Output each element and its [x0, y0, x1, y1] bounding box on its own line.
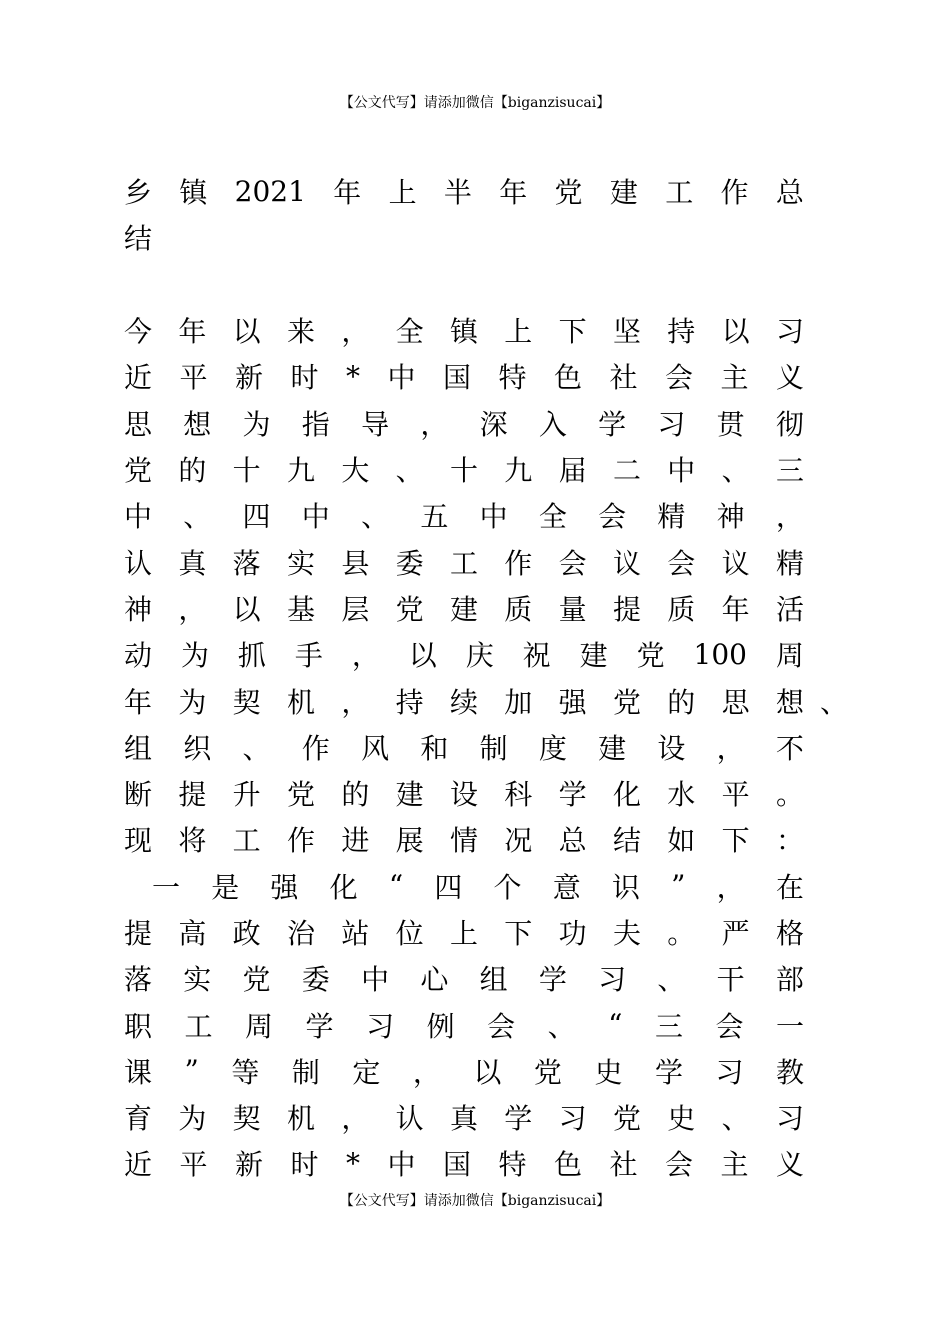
text-char: 党: [533, 1055, 562, 1089]
text-char: 不: [775, 731, 804, 765]
text-char: 会: [598, 500, 627, 534]
text-char: 强: [270, 870, 299, 904]
text-char: 精: [775, 546, 804, 580]
text-char: 水: [667, 778, 696, 812]
text-char: 契: [232, 1102, 261, 1136]
text-char: 会: [487, 1009, 516, 1043]
text-char: 党: [612, 685, 641, 719]
text-char: 中: [361, 963, 390, 997]
text-char: 以: [232, 592, 261, 626]
text-char: 制: [291, 1055, 320, 1089]
text-char: 、: [547, 1009, 576, 1043]
text-char: 平: [179, 361, 208, 395]
text-char: 为: [178, 685, 207, 719]
text-char: 进: [341, 824, 370, 858]
text-char: 、: [721, 1102, 750, 1136]
text-char: 十: [449, 454, 478, 488]
text-char: 来: [286, 315, 315, 349]
text-char: 风: [361, 731, 390, 765]
text-char: *: [346, 359, 360, 393]
text-char: 。: [667, 917, 696, 950]
text-char: 定: [352, 1055, 381, 1089]
text-char: 强: [558, 685, 587, 719]
text-char: 下: [504, 917, 533, 950]
text-char: 国: [442, 1148, 471, 1182]
text-char: 时: [290, 361, 319, 395]
text-char: 动: [124, 639, 153, 673]
body-line: [124, 631, 804, 677]
document-title: [124, 168, 804, 261]
text-char: 指: [301, 407, 330, 441]
text-char: 作: [720, 176, 749, 210]
text-char: 课: [124, 1055, 153, 1089]
text-char: 总: [775, 176, 804, 210]
text-char: 周: [245, 1009, 274, 1043]
text-char: 党: [612, 1102, 641, 1136]
text-char: 提: [612, 592, 641, 626]
text-char: 。: [775, 778, 804, 812]
text-char: 会: [664, 361, 693, 395]
text-char: 工: [449, 546, 478, 580]
text-char: ”: [671, 869, 686, 903]
text-char: 设: [449, 778, 478, 812]
text-char: 平: [721, 778, 750, 812]
text-char: 近: [124, 361, 153, 395]
body-line: [124, 724, 804, 770]
text-char: 设: [657, 731, 686, 765]
text-char: 如: [667, 824, 696, 858]
text-char: 认: [395, 1102, 424, 1136]
text-char: 手: [294, 639, 323, 673]
text-char: 政: [232, 917, 261, 950]
text-char: 学: [598, 407, 627, 441]
text-char: 为: [242, 407, 271, 441]
text-char: 的: [667, 685, 696, 719]
text-char: 工: [184, 1009, 213, 1043]
text-char: 夫: [612, 917, 641, 950]
text-char: 、: [721, 454, 750, 488]
text-char: 化: [329, 870, 358, 904]
text-char: 量: [558, 592, 587, 626]
text-char: 建: [609, 176, 638, 210]
text-char: 深: [479, 407, 508, 441]
text-char: 习: [775, 315, 804, 349]
body-line: [124, 538, 804, 584]
body-line: [124, 353, 804, 399]
text-char: 史: [667, 1102, 696, 1136]
text-char: 义: [775, 1148, 804, 1182]
text-char: ，: [341, 315, 370, 349]
text-char: 国: [442, 361, 471, 395]
text-char: 届: [558, 454, 587, 488]
body-line: [124, 400, 804, 446]
text-char: ，: [341, 685, 370, 719]
text-char: 想: [775, 685, 804, 719]
text-char: 习: [366, 1009, 395, 1043]
text-char: 的: [341, 778, 370, 812]
text-char: 精: [657, 500, 686, 534]
text-char: 结: [124, 222, 153, 256]
body-line: [124, 1094, 804, 1140]
title-line: [124, 214, 804, 260]
text-char: 学: [558, 778, 587, 812]
text-char: 近: [124, 1148, 153, 1182]
text-char: 周: [775, 639, 804, 673]
text-char: 特: [498, 1148, 527, 1182]
text-char: 全: [538, 500, 567, 534]
text-char: 学: [654, 1055, 683, 1089]
text-char: 九: [504, 454, 533, 488]
body-line: [124, 585, 804, 631]
text-char: 质: [504, 592, 533, 626]
text-char: 个: [493, 870, 522, 904]
text-char: 神: [124, 592, 153, 626]
text-char: 作: [301, 731, 330, 765]
text-char: 党: [554, 176, 583, 210]
text-char: 等: [231, 1055, 260, 1089]
text-char: 工: [665, 176, 694, 210]
text-char: 祝: [522, 639, 551, 673]
text-char: 作: [286, 824, 315, 858]
text-char: 委: [301, 963, 330, 997]
text-char: 实: [286, 546, 315, 580]
document-body: [124, 307, 848, 1187]
text-char: 职: [124, 1009, 153, 1043]
text-char: ，: [775, 500, 804, 534]
text-char: 格: [775, 917, 804, 950]
text-char: 主: [720, 1148, 749, 1182]
text-char: 下: [721, 824, 750, 858]
text-char: 三: [654, 1009, 683, 1043]
text-char: 入: [538, 407, 567, 441]
text-char: 升: [232, 778, 261, 812]
text-char: 建: [449, 592, 478, 626]
text-char: 续: [449, 685, 478, 719]
text-char: 作: [504, 546, 533, 580]
text-char: 为: [178, 1102, 207, 1136]
text-char: 机: [286, 685, 315, 719]
text-char: 情: [449, 824, 478, 858]
text-char: 功: [558, 917, 587, 950]
body-line: [124, 1001, 804, 1047]
text-char: 习: [775, 1102, 804, 1136]
text-char: 年: [124, 685, 153, 719]
body-line: [124, 492, 804, 538]
text-char: 九: [286, 454, 315, 488]
text-char: 中: [387, 361, 416, 395]
text-char: 习: [715, 1055, 744, 1089]
text-char: 乡: [124, 176, 153, 210]
text-char: 站: [341, 917, 370, 950]
text-char: 质: [667, 592, 696, 626]
text-char: 度: [538, 731, 567, 765]
text-char: 教: [775, 1055, 804, 1089]
text-char: 党: [636, 639, 665, 673]
text-char: 习: [598, 963, 627, 997]
text-char: 建: [395, 778, 424, 812]
text-char: 抓: [237, 639, 266, 673]
text-char: ”: [184, 1054, 199, 1088]
text-char: 会: [664, 1148, 693, 1182]
text-char: ，: [351, 639, 380, 673]
text-char: 新: [235, 361, 264, 395]
text-char: 机: [286, 1102, 315, 1136]
overflow-punctuation: 、: [819, 685, 848, 719]
body-line: [124, 955, 804, 1001]
text-char: “: [608, 1008, 623, 1042]
text-char: 展: [395, 824, 424, 858]
text-char: 全: [395, 315, 424, 349]
text-char: ，: [716, 870, 745, 904]
text-char: 平: [179, 1148, 208, 1182]
text-char: 五: [420, 500, 449, 534]
body-line: [124, 863, 804, 909]
text-char: 习: [657, 407, 686, 441]
text-char: 组: [124, 731, 153, 765]
text-char: 严: [721, 917, 750, 950]
text-char: 坚: [612, 315, 641, 349]
text-char: 十: [232, 454, 261, 488]
text-char: 层: [341, 592, 370, 626]
text-char: 年: [178, 315, 207, 349]
text-char: 实: [183, 963, 212, 997]
text-char: 提: [124, 917, 153, 950]
text-char: ，: [341, 1102, 370, 1136]
text-char: 断: [124, 778, 153, 812]
text-char: 现: [124, 824, 153, 858]
text-char: 组: [479, 963, 508, 997]
body-line: [124, 770, 804, 816]
text-char: 议: [721, 546, 750, 580]
text-char: 提: [178, 778, 207, 812]
text-char: 四: [242, 500, 271, 534]
text-char: 2021: [234, 174, 306, 208]
text-char: 委: [395, 546, 424, 580]
text-char: ，: [178, 592, 207, 626]
text-char: 镇: [449, 315, 478, 349]
text-char: 织: [183, 731, 212, 765]
text-char: 契: [232, 685, 261, 719]
text-char: 持: [395, 685, 424, 719]
text-char: 色: [553, 1148, 582, 1182]
text-char: 识: [611, 870, 640, 904]
text-char: 上: [388, 176, 417, 210]
text-char: 位: [395, 917, 424, 950]
text-char: 中: [387, 1148, 416, 1182]
text-char: 真: [449, 1102, 478, 1136]
text-char: 党: [242, 963, 271, 997]
body-line: [124, 446, 804, 492]
text-char: 学: [538, 963, 567, 997]
text-char: 半: [443, 176, 472, 210]
text-char: 基: [286, 592, 315, 626]
text-char: 、: [242, 731, 271, 765]
text-char: ，: [412, 1055, 441, 1089]
text-char: 建: [598, 731, 627, 765]
text-char: *: [346, 1146, 360, 1180]
text-char: 建: [579, 639, 608, 673]
text-char: 加: [504, 685, 533, 719]
text-char: 一: [152, 870, 181, 904]
text-char: 中: [479, 500, 508, 534]
text-char: 以: [232, 315, 261, 349]
page-header: 【公文代写】请添加微信【biganzisucai】: [339, 95, 611, 111]
text-char: ，: [420, 407, 449, 441]
text-char: 、: [657, 963, 686, 997]
text-char: 、: [395, 454, 424, 488]
text-char: 时: [290, 1148, 319, 1182]
text-char: 总: [558, 824, 587, 858]
text-char: 会: [558, 546, 587, 580]
text-char: 年: [333, 176, 362, 210]
text-char: 中: [124, 500, 153, 534]
text-char: 四: [434, 870, 463, 904]
text-char: 是: [211, 870, 240, 904]
text-char: 议: [612, 546, 641, 580]
text-char: 学: [504, 1102, 533, 1136]
text-char: 为: [180, 639, 209, 673]
text-char: 县: [341, 546, 370, 580]
text-char: 党: [286, 778, 315, 812]
text-char: 真: [178, 546, 207, 580]
text-char: 100: [693, 637, 747, 671]
text-char: 神: [716, 500, 745, 534]
text-char: 思: [721, 685, 750, 719]
text-char: 认: [124, 546, 153, 580]
text-char: 例: [426, 1009, 455, 1043]
text-char: 新: [235, 1148, 264, 1182]
text-char: 、: [183, 500, 212, 534]
body-line: [124, 909, 804, 955]
text-char: 大: [341, 454, 370, 488]
text-char: 中: [667, 454, 696, 488]
text-char: 会: [715, 1009, 744, 1043]
text-char: 镇: [179, 176, 208, 210]
text-char: 治: [286, 917, 315, 950]
text-char: 二: [612, 454, 641, 488]
text-char: 的: [178, 454, 207, 488]
text-char: 思: [124, 407, 153, 441]
text-char: 落: [232, 546, 261, 580]
text-char: 、: [361, 500, 390, 534]
text-char: 况: [504, 824, 533, 858]
text-char: 会: [667, 546, 696, 580]
title-line: [124, 168, 804, 214]
text-char: 下: [558, 315, 587, 349]
text-char: 部: [775, 963, 804, 997]
body-line: [124, 677, 848, 723]
text-char: 科: [504, 778, 533, 812]
text-char: 社: [609, 1148, 638, 1182]
text-char: 庆: [465, 639, 494, 673]
text-char: 导: [361, 407, 390, 441]
text-char: 干: [716, 963, 745, 997]
page-footer: 【公文代写】请添加微信【biganzisucai】: [339, 1193, 611, 1209]
text-char: 以: [473, 1055, 502, 1089]
text-char: 意: [552, 870, 581, 904]
text-char: 制: [479, 731, 508, 765]
text-char: 贯: [716, 407, 745, 441]
text-char: 党: [124, 454, 153, 488]
text-char: “: [388, 869, 404, 903]
text-char: 学: [305, 1009, 334, 1043]
text-char: 三: [775, 454, 804, 488]
text-char: 史: [594, 1055, 623, 1089]
text-char: 上: [504, 315, 533, 349]
text-char: 年: [721, 592, 750, 626]
text-char: 活: [775, 592, 804, 626]
text-char: 化: [612, 778, 641, 812]
body-line: [124, 1140, 804, 1186]
text-char: 色: [553, 361, 582, 395]
text-char: 上: [449, 917, 478, 950]
text-char: 年: [499, 176, 528, 210]
text-char: 一: [775, 1009, 804, 1043]
body-line: [124, 1048, 804, 1094]
body-line: [124, 307, 804, 353]
text-char: ：: [775, 824, 804, 858]
text-char: 习: [558, 1102, 587, 1136]
text-char: 彻: [775, 407, 804, 441]
text-char: 心: [420, 963, 449, 997]
text-char: 和: [420, 731, 449, 765]
text-char: 工: [232, 824, 261, 858]
text-char: 落: [124, 963, 153, 997]
text-char: 以: [721, 315, 750, 349]
text-char: 今: [124, 315, 153, 349]
text-char: 将: [178, 824, 207, 858]
text-char: 以: [408, 639, 437, 673]
text-char: ，: [716, 731, 745, 765]
text-char: 持: [667, 315, 696, 349]
text-char: 高: [178, 917, 207, 950]
text-char: 特: [498, 361, 527, 395]
text-char: 结: [612, 824, 641, 858]
text-char: 育: [124, 1102, 153, 1136]
body-line: [124, 816, 804, 862]
text-char: 义: [775, 361, 804, 395]
text-char: 社: [609, 361, 638, 395]
text-char: 党: [395, 592, 424, 626]
text-char: 想: [183, 407, 212, 441]
text-char: 主: [720, 361, 749, 395]
text-char: 在: [775, 870, 804, 904]
text-char: 中: [301, 500, 330, 534]
